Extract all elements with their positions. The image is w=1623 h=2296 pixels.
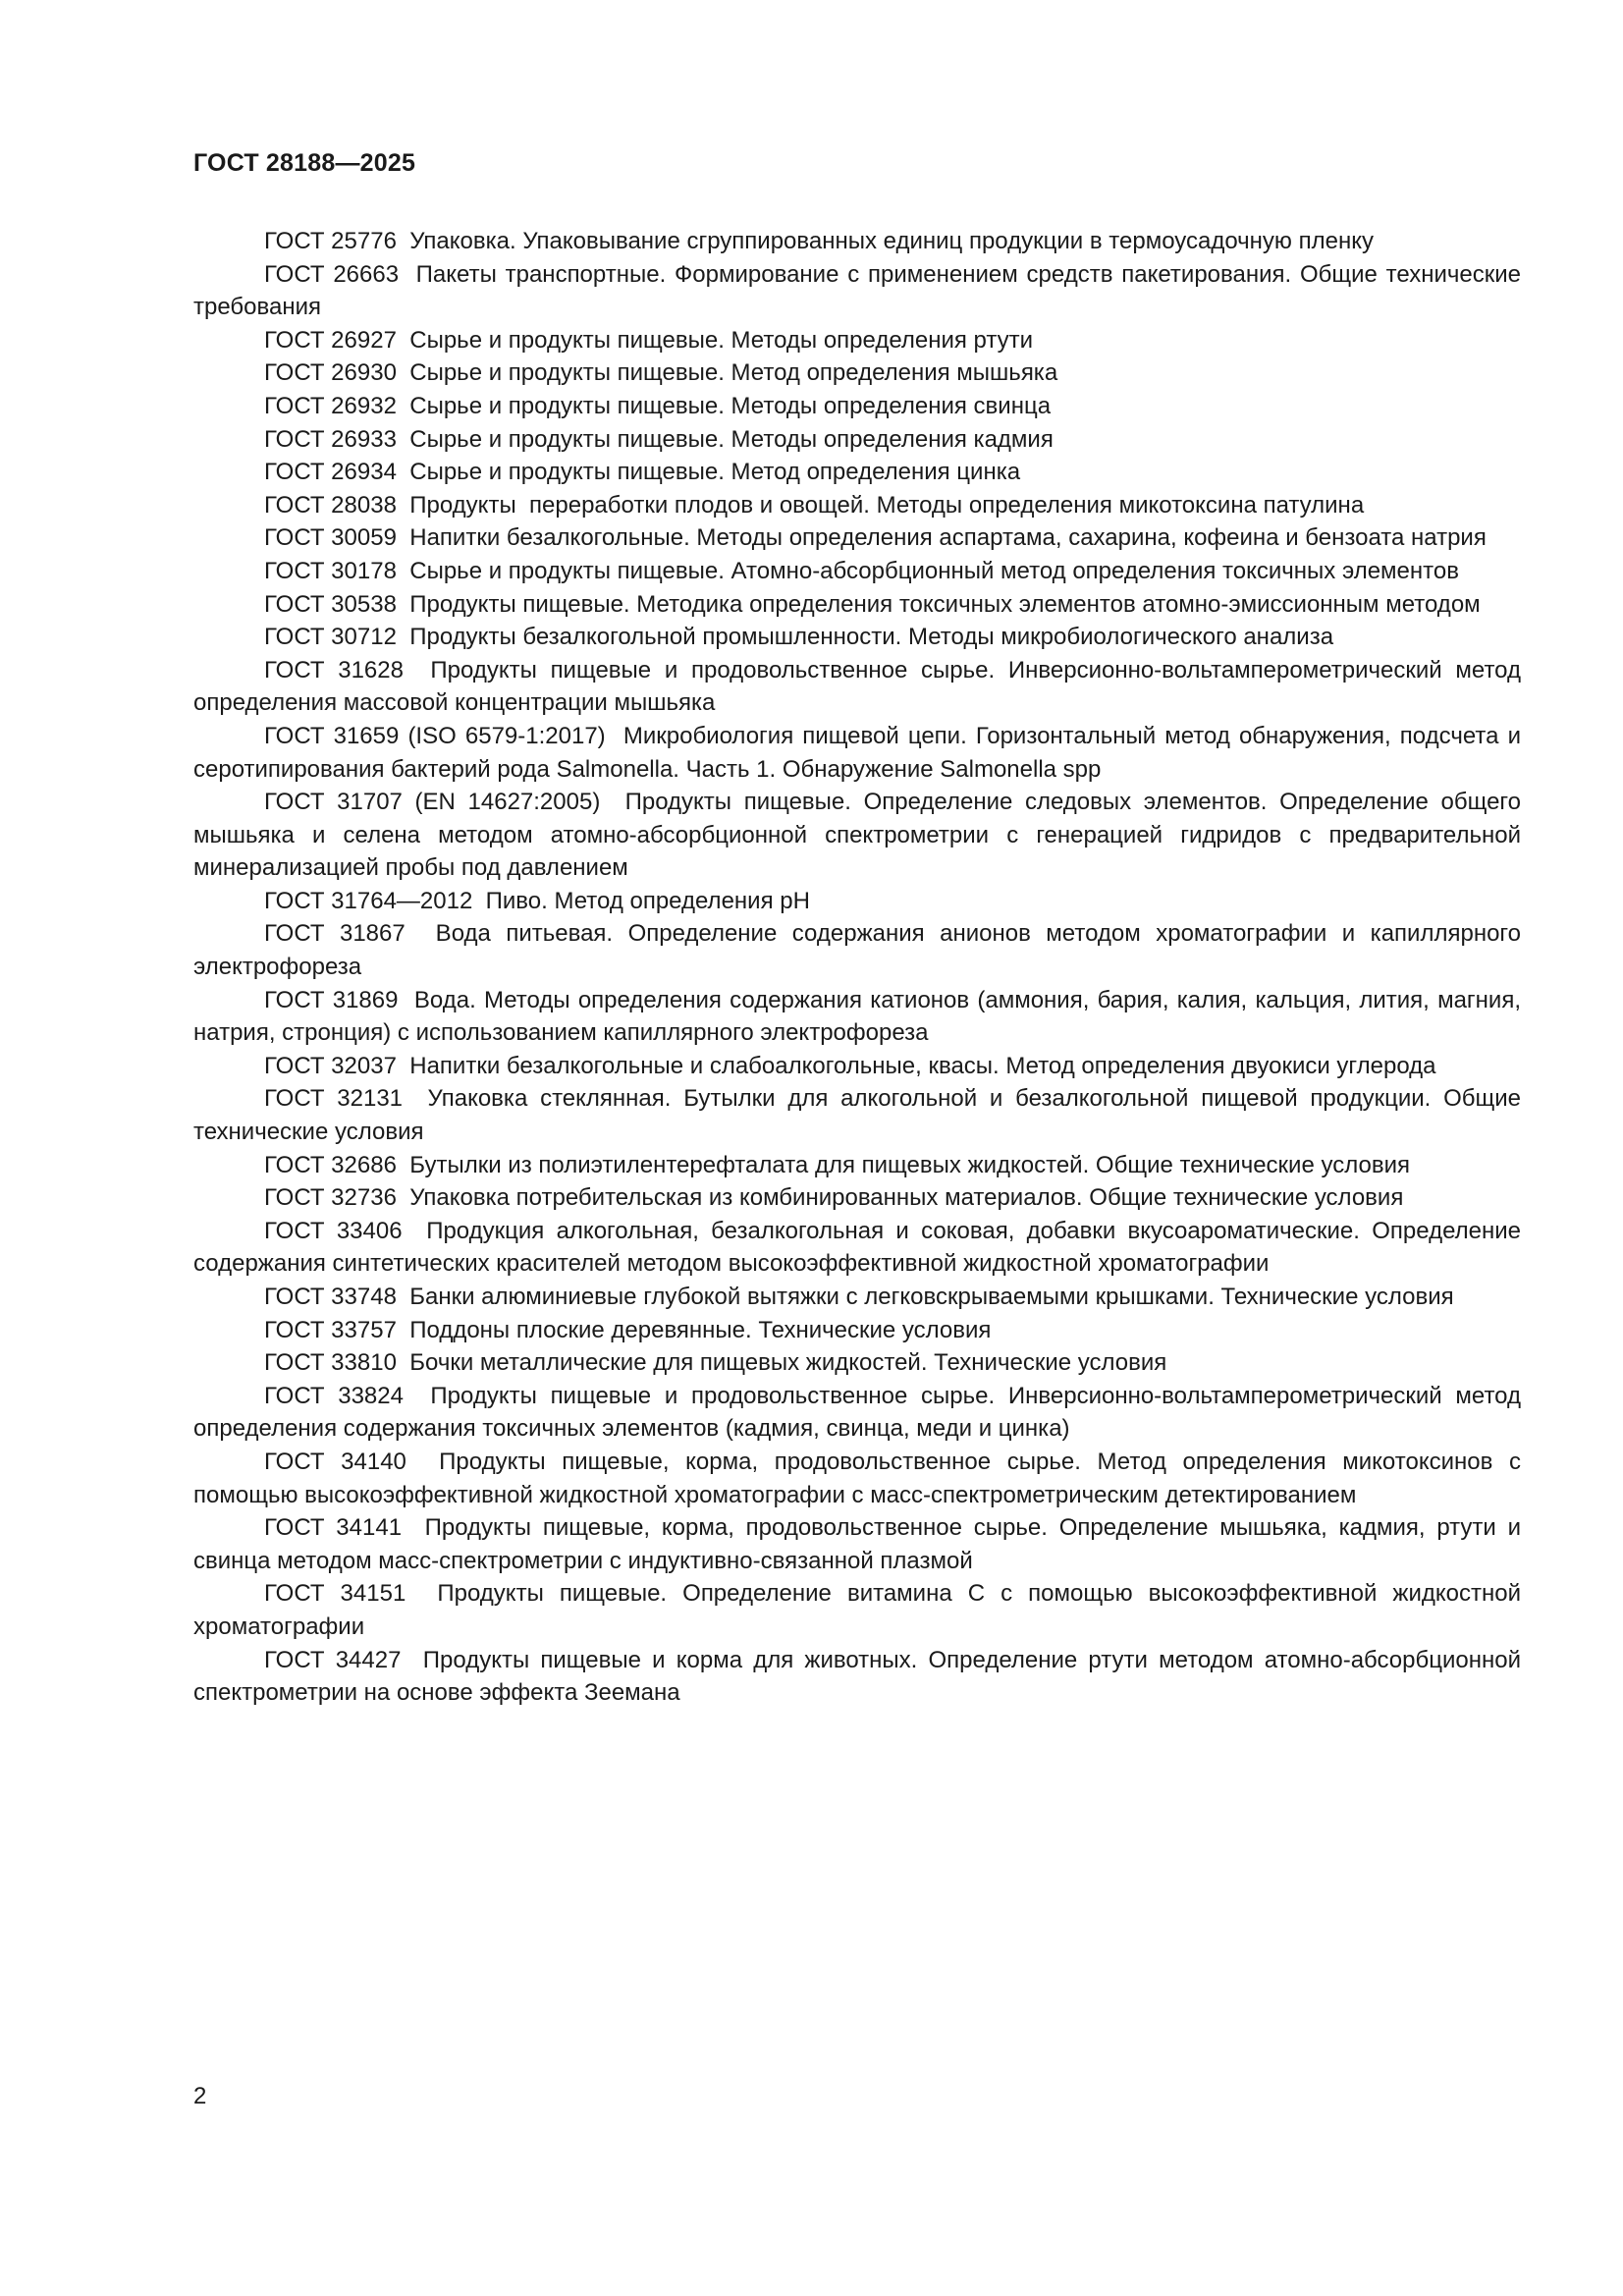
reference-entry: ГОСТ 25776 Упаковка. Упаковывание сгруппированных единиц продукции в термоусадочную пленку [264,228,1374,254]
reference-entry: ГОСТ 32686 Бутылки из полиэтилентерефталата для пищевых жидкостей. Общие технические условия [264,1151,1410,1178]
reference-entry: ГОСТ 31628 Продукты пищевые и продовольственное сырье. Инверсионно-вольтамперометрический метод определения массовой концентрации мышьяка [193,656,1528,717]
reference-entry: ГОСТ 34140 Продукты пищевые, корма, продовольственное сырье. Метод определения микотоксинов с помощью высокоэффективной жидкостной хроматографии с масс-спектрометрическим детектированием [193,1448,1528,1508]
reference-entry: ГОСТ 30059 Напитки безалкогольные. Методы определения аспартама, сахарина, кофеина и бензоата натрия [264,524,1487,552]
reference-entry: ГОСТ 31764—2012 Пиво. Метод определения pH [264,887,810,914]
reference-entry: ГОСТ 31707 (EN 14627:2005) Продукты пищевые. Определение следовых элементов. Определение общего мышьяка и селена методом атомно-абсорбционной спектрометрии с генерацией гидридов с предварительной минерализацией пробы под давлением [193,789,1528,882]
reference-entry: ГОСТ 26932 Сырье и продукты пищевые. Методы определения свинца [264,392,1052,419]
reference-entry: ГОСТ 33757 Поддоны плоские деревянные. Технические условия [264,1316,992,1343]
document-header: ГОСТ 28188—2025 [193,149,416,177]
normative-references-list [193,225,1528,1710]
reference-entry: ГОСТ 26927 Сырье и продукты пищевые. Методы определения ртути [264,326,1034,354]
reference-entry: ГОСТ 30178 Сырье и продукты пищевые. Атомно-абсорбционный метод определения токсичных элементов [264,557,1459,584]
reference-entry: ГОСТ 32131 Упаковка стеклянная. Бутылки для алкогольной и безалкогольной пищевой продукции. Общие технические условия [193,1085,1528,1146]
reference-entry: ГОСТ 26934 Сырье и продукты пищевые. Метод определения цинка [264,459,1021,486]
page-number: 2 [193,2083,207,2109]
reference-entry: ГОСТ 34141 Продукты пищевые, корма, продовольственное сырье. Определение мышьяка, кадмия, ртути и свинца методом масс-спектрометрии с индуктивно-связанной плазмой [193,1514,1528,1574]
reference-entry: ГОСТ 28038 Продукты переработки плодов и овощей. Методы определения микотоксина патулина [264,491,1365,519]
reference-entry: ГОСТ 34427 Продукты пищевые и корма для животных. Определение ртути методом атомно-абсорбционной спектрометрии на основе эффекта Зеемана [193,1646,1528,1707]
reference-entry: ГОСТ 31659 (ISO 6579-1:2017) Микробиология пищевой цепи. Горизонтальный метод обнаружения, подсчета и серотипирования бактерий рода Salmonella. Часть 1. Обнаружение Salmonella spp [193,722,1528,783]
reference-entry: ГОСТ 26930 Сырье и продукты пищевые. Метод определения мышьяка [264,359,1058,387]
reference-entry: ГОСТ 32037 Напитки безалкогольные и слабоалкогольные, квасы. Метод определения двуокиси углерода [264,1052,1436,1079]
reference-entry: ГОСТ 26933 Сырье и продукты пищевые. Методы определения кадмия [264,425,1054,453]
reference-entry: ГОСТ 31869 Вода. Методы определения содержания катионов (аммония, бария, калия, кальция, лития, магния, натрия, стронция) с использованием капиллярного электрофореза [193,986,1528,1047]
reference-entry: ГОСТ 33406 Продукция алкогольная, безалкогольная и соковая, добавки вкусоароматические. Определение содержания синтетических красителей методом высокоэффективной жидкостной хроматографии [193,1217,1528,1278]
reference-entry: ГОСТ 30712 Продукты безалкогольной промышленности. Методы микробиологического анализа [264,624,1334,651]
reference-entry: ГОСТ 30538 Продукты пищевые. Методика определения токсичных элементов атомно-эмиссионным методом [264,590,1481,618]
reference-entry: ГОСТ 32736 Упаковка потребительская из комбинированных материалов. Общие технические условия [264,1184,1404,1212]
reference-entry: ГОСТ 34151 Продукты пищевые. Определение витамина С с помощью высокоэффективной жидкостной хроматографии [193,1580,1528,1640]
reference-entry: ГОСТ 26663 Пакеты транспортные. Формирование с применением средств пакетирования. Общие технические требования [193,260,1528,321]
reference-entry: ГОСТ 33810 Бочки металлические для пищевых жидкостей. Технические условия [264,1349,1167,1377]
reference-entry: ГОСТ 33748 Банки алюминиевые глубокой вытяжки с легковскрываемыми крышками. Технические условия [264,1284,1454,1310]
reference-entry: ГОСТ 31867 Вода питьевая. Определение содержания анионов методом хроматографии и капиллярного электрофореза [193,920,1528,981]
reference-entry: ГОСТ 33824 Продукты пищевые и продовольственное сырье. Инверсионно-вольтамперометрический метод определения содержания токсичных элементов (кадмия, свинца, меди и цинка) [193,1382,1528,1443]
